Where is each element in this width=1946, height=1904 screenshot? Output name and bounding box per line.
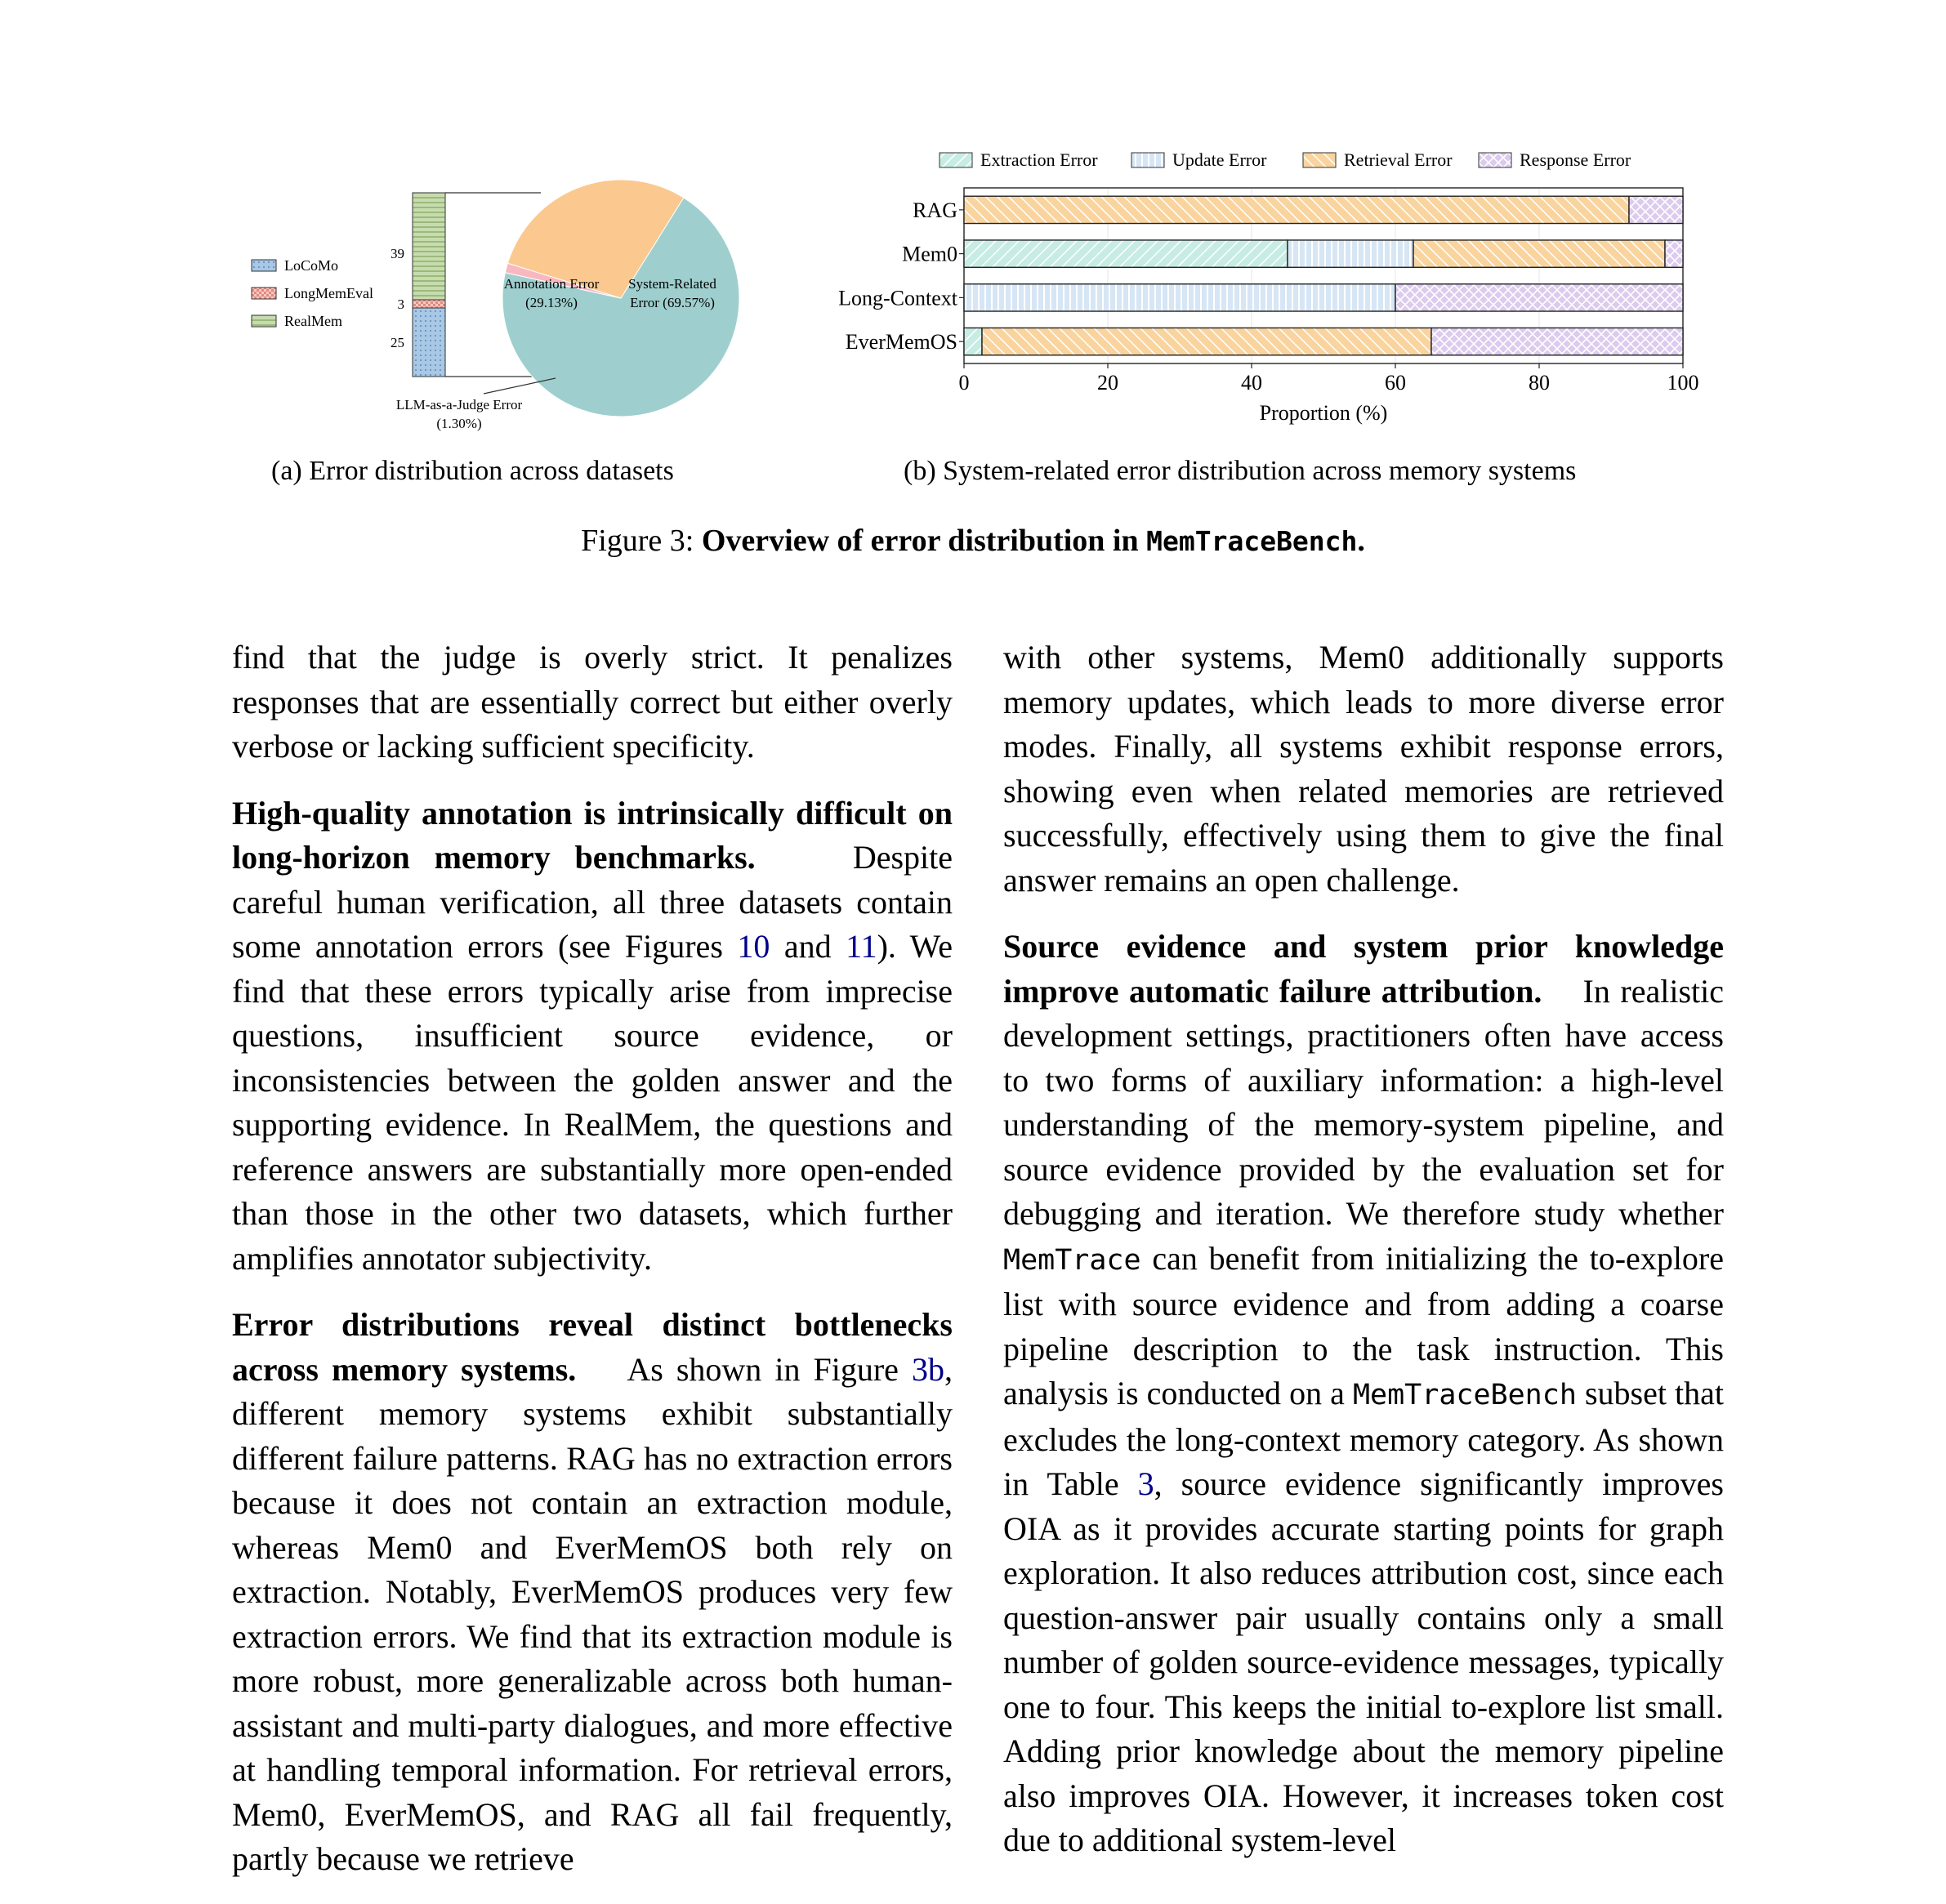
bars — [964, 196, 1683, 355]
stack-label-longmemeval: 3 — [397, 297, 404, 312]
figure-11-link[interactable]: 11 — [846, 928, 877, 965]
legend-label-locomo: LoCoMo — [284, 257, 339, 274]
text-span: Despite careful human verification, all three datasets contain some annotation errors (see Figures — [232, 839, 953, 965]
text-span: subset that excludes the long-context memory category. As shown in Table — [1003, 1375, 1724, 1502]
table-3-link[interactable]: 3 — [1137, 1465, 1154, 1502]
stack-locomo — [413, 308, 445, 377]
legend-label-update-error: Update Error — [1172, 149, 1267, 170]
bar-evermemos-response-error — [1431, 328, 1683, 354]
figure-caption-title: Overview of error distribution in — [701, 524, 1147, 558]
legend-label-extraction-error: Extraction Error — [980, 149, 1098, 170]
paragraph-heading-bottlenecks: Error distributions reveal distinct bottlenecks across memory systems. — [232, 1306, 953, 1388]
right-paragraph-2 — [1003, 925, 1724, 1863]
text-span: , source evidence significantly improves OIA as it provides accurate starting points for graph exploration. It also reduces attribution cost, since each question-answer pair usually contains only a small number of golden source-evidence messages, typically one to four. This keeps the initial to-explore list small. Adding prior knowledge about the memory pipeline also improves OIA. However, it increases token cost due to additional system-level — [1003, 1465, 1724, 1858]
y-label-mem0: Mem0 — [902, 242, 957, 266]
x-tick-label-20: 20 — [1097, 371, 1118, 395]
stack-label-locomo: 25 — [391, 335, 404, 350]
left-column — [232, 635, 953, 1904]
legend-label-realmem: RealMem — [284, 313, 342, 329]
legend-swatch-update-error — [1131, 153, 1164, 167]
system-error-bar-chart — [792, 143, 1724, 437]
subfigure-b-caption: (b) System-related error distribution across memory systems — [904, 456, 1577, 486]
y-label-long-context: Long-Context — [838, 286, 957, 310]
pie-label-judge: LLM-as-a-Judge Error — [395, 397, 523, 412]
x-tick-label-80: 80 — [1529, 371, 1550, 395]
subfigure-a-caption: (a) Error distribution across datasets — [271, 456, 674, 486]
legend-swatch-retrieval-error — [1303, 153, 1336, 167]
legend-label-retrieval-error: Retrieval Error — [1344, 149, 1453, 170]
y-axis-labels — [838, 198, 964, 354]
right-paragraph-1: with other systems, Mem0 additionally supports memory updates, which leads to more diverse error modes. Finally, all systems exhibit response errors, showing even when related memories are retrieved successfully, effectively using them to give the final answer remains an open challenge. — [1003, 639, 1724, 898]
bar-rag-response-error — [1629, 196, 1683, 223]
y-label-evermemos: EverMemOS — [845, 330, 957, 354]
legend-swatch-response-error — [1479, 153, 1511, 167]
paragraph-heading-annotation: High-quality annotation is intrinsically difficult on long-horizon memory benchmarks. — [232, 794, 953, 876]
bar-mem0-extraction-error — [964, 240, 1288, 267]
left-paragraph-1: find that the judge is overly strict. It penalizes responses that are essentially correct but either overly verbose or lacking sufficient specificity. — [232, 639, 953, 765]
legend-swatch-realmem — [252, 315, 276, 327]
pie-label-annotation-pct: (29.13%) — [525, 295, 578, 310]
x-tick-label-0: 0 — [958, 371, 970, 395]
x-tick-label-100: 100 — [1667, 371, 1699, 395]
bar-long-context-update-error — [964, 284, 1395, 311]
paragraph-heading-source-evidence: Source evidence and system prior knowledge improve automatic failure attribution. — [1003, 928, 1724, 1010]
left-paragraph-3 — [232, 1303, 953, 1882]
text-span: , different memory systems exhibit substantially different failure patterns. RAG has no extraction errors because it does not contain an extraction module, whereas Mem0 and EverMemOS both rely on extraction. Notably, EverMemOS produces very few extraction errors. We find that its extraction module is more robust, more generalizable across both human-assistant and multi-party dialogues, and more effective at handling temporal information. For retrieval errors, Mem0, EverMemOS, and RAG all fail frequently, partly because we retrieve — [232, 1350, 953, 1877]
figure-3b-link[interactable]: 3b — [912, 1350, 944, 1388]
pie-label-judge-pct: (1.30%) — [436, 416, 482, 431]
stack-realmem — [413, 193, 445, 300]
text-span: In realistic development settings, practitioners often have access to two forms of auxiliary information: a high-level understanding of the memory-system pipeline, and source evidence provided by the evaluation set for debugging and iteration. We therefore study whether — [1003, 972, 1725, 1232]
y-label-rag: RAG — [913, 198, 957, 222]
legend-swatch-longmemeval — [252, 288, 276, 299]
pie-label-system-pct: Error (69.57%) — [630, 295, 715, 310]
left-paragraph-2 — [232, 791, 953, 1282]
memtracebench-name: MemTraceBench — [1352, 1379, 1577, 1411]
x-axis — [959, 363, 1699, 395]
figure-caption-end: . — [1357, 524, 1365, 558]
pie-label-annotation: Annotation Error — [503, 276, 600, 292]
stack-longmemeval — [413, 300, 445, 308]
bar-long-context-response-error — [1395, 284, 1683, 311]
bar-rag-retrieval-error — [964, 196, 1629, 223]
annotation-breakdown-stack — [391, 193, 445, 377]
legend-label-longmemeval: LongMemEval — [284, 285, 373, 301]
dataset-legend — [252, 257, 373, 329]
legend-swatch-extraction-error — [940, 153, 972, 167]
bar-evermemos-retrieval-error — [982, 328, 1431, 354]
text-span: and — [770, 928, 846, 965]
bar-mem0-retrieval-error — [1413, 240, 1665, 267]
right-column — [1003, 635, 1724, 1885]
x-tick-label-60: 60 — [1385, 371, 1406, 395]
text-span: can benefit from initializing the to-explore list with source evidence and from adding a coarse pipeline description to the task instruction. This analysis is conducted on a — [1003, 1239, 1724, 1411]
figure-10-link[interactable]: 10 — [737, 928, 770, 965]
legend-label-response-error: Response Error — [1520, 149, 1631, 170]
bar-evermemos-extraction-error — [964, 328, 982, 354]
bar-mem0-response-error — [1665, 240, 1683, 267]
x-axis-title: Proportion (%) — [1259, 401, 1388, 425]
figure-caption-prefix: Figure 3: — [581, 524, 702, 558]
stack-label-realmem: 39 — [391, 246, 404, 261]
text-span: ). We find that these errors typically arise from imprecise questions, insufficient source evidence, or inconsistencies between the golden answer and the supporting evidence. In RealMem, the questions and reference answers are substantially more open-ended than those in the other two datasets, which further amplifies annotator subjectivity. — [232, 928, 953, 1277]
pie-label-system: System-Related — [628, 276, 716, 292]
error-type-legend — [940, 149, 1631, 170]
legend-swatch-locomo — [252, 260, 276, 271]
bar-mem0-update-error — [1288, 240, 1413, 267]
error-distribution-pie-chart — [237, 147, 760, 441]
x-tick-label-40: 40 — [1241, 371, 1262, 395]
text-span: As shown in Figure — [627, 1350, 912, 1388]
figure-caption-benchmark: MemTraceBench — [1146, 525, 1358, 557]
memtrace-name: MemTrace — [1003, 1243, 1141, 1277]
figure-caption — [0, 523, 1946, 559]
